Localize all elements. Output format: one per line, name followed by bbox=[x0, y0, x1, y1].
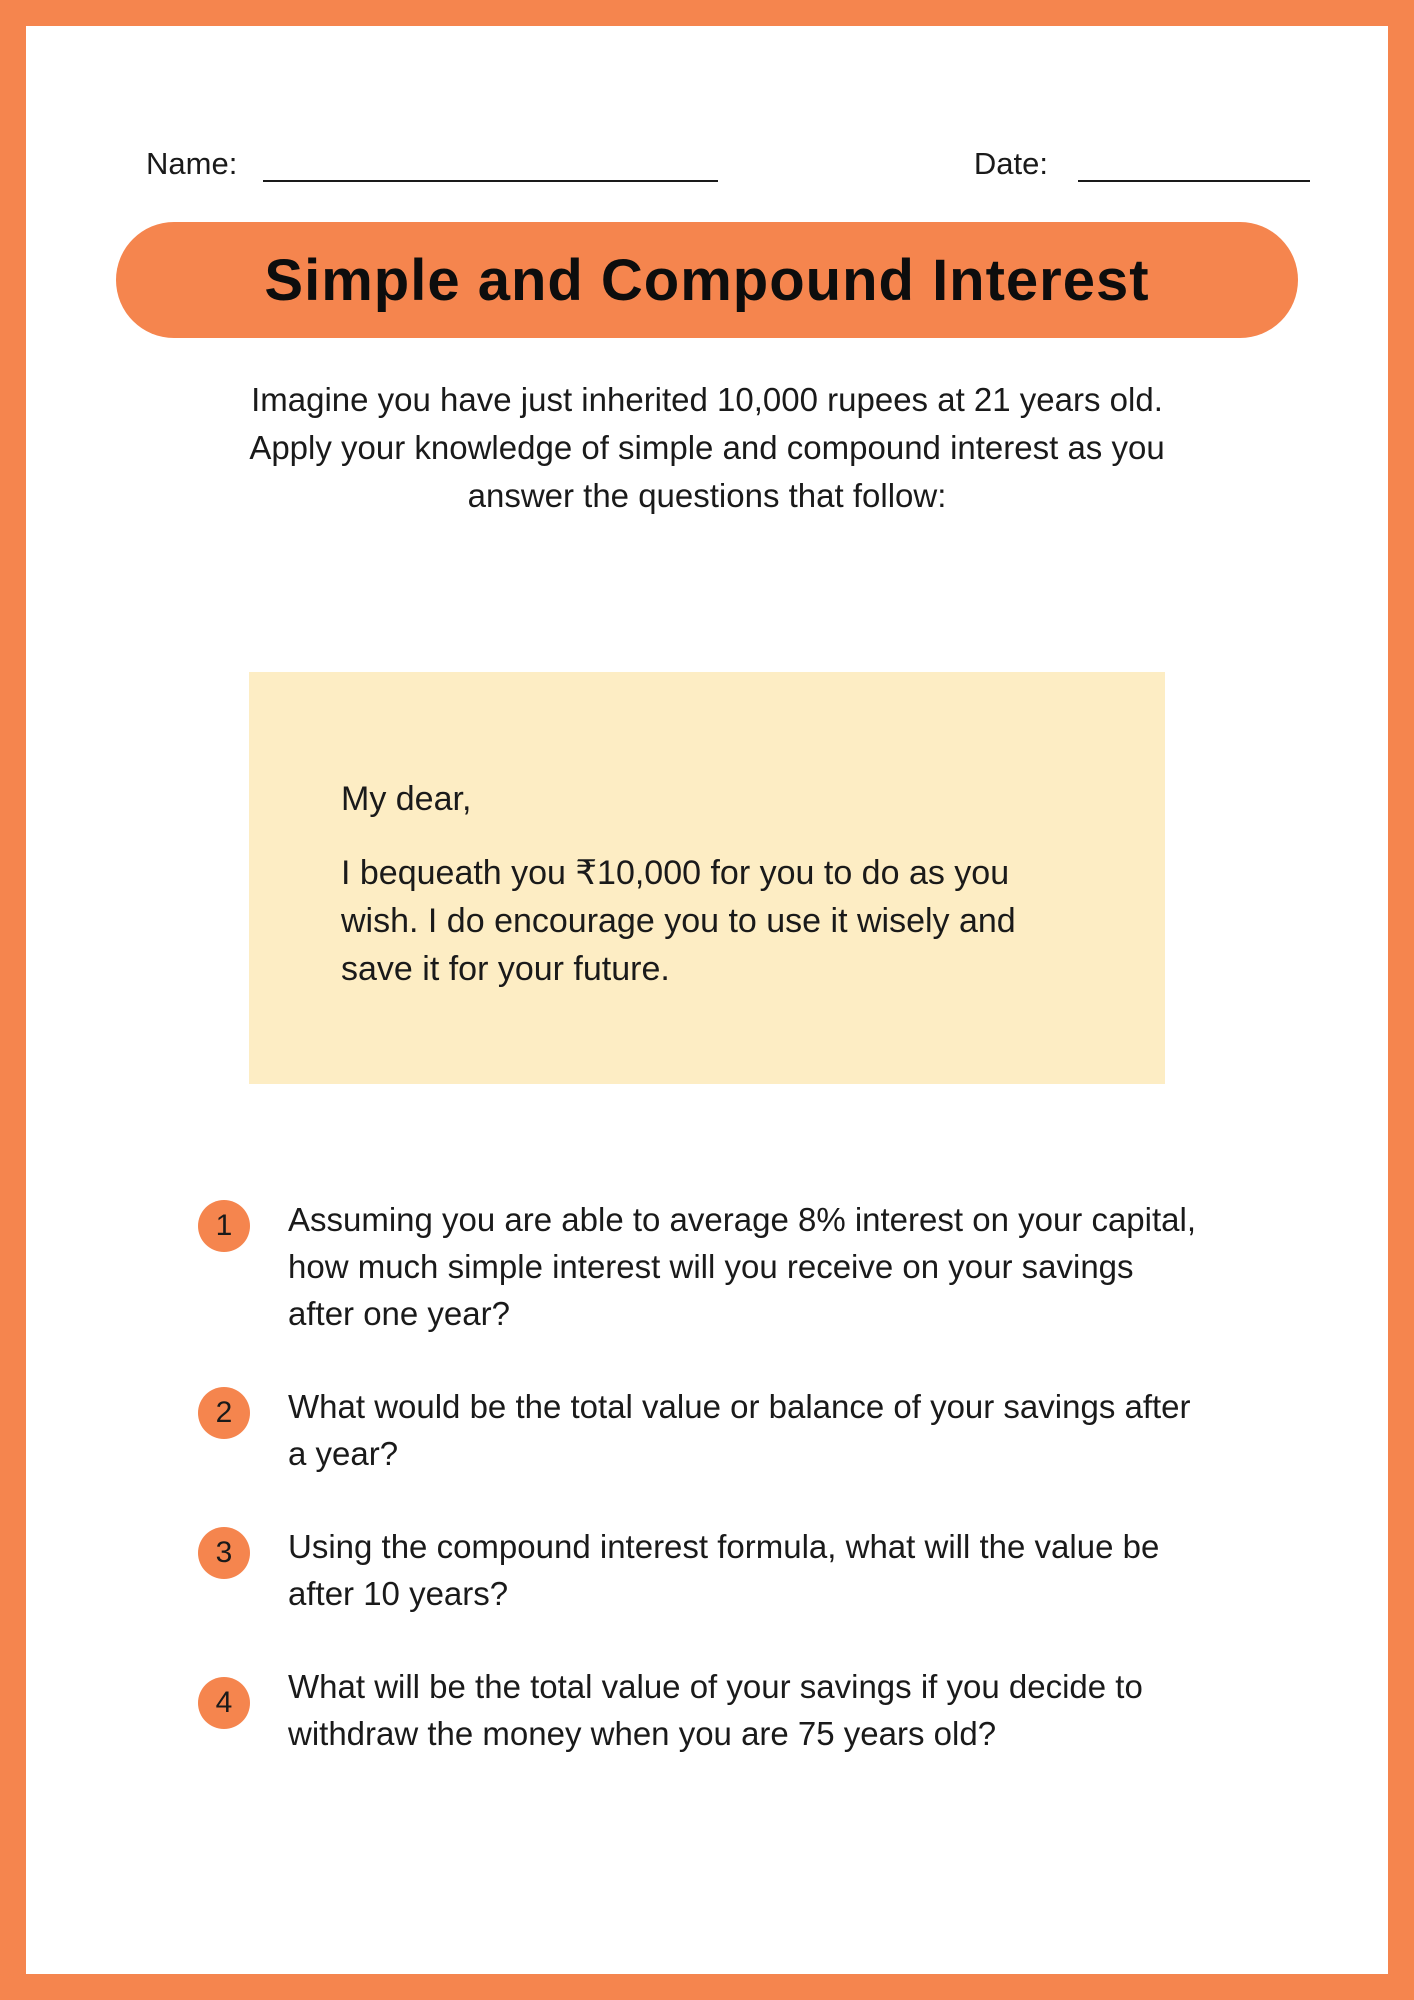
note-body: I bequeath you ₹10,000 for you to do as you wish. I do encourage you to use it wisely and save it for your future. bbox=[341, 854, 1016, 988]
name-label: Name: bbox=[146, 146, 238, 181]
question-text: Assuming you are able to average 8% interest on your capital, how much simple interest will you receive on your savings after one year? bbox=[288, 1201, 1197, 1332]
header-row bbox=[26, 26, 1388, 182]
question-item bbox=[198, 1663, 1298, 1757]
page-title: Simple and Compound Interest bbox=[264, 247, 1150, 313]
intro-line: answer the questions that follow: bbox=[467, 477, 947, 514]
intro-line: Apply your knowledge of simple and compound interest as you bbox=[249, 429, 1165, 466]
intro-line: Imagine you have just inherited 10,000 rupees at 21 years old. bbox=[251, 381, 1163, 418]
name-blank-line bbox=[263, 148, 718, 182]
question-number-badge: 2 bbox=[198, 1387, 250, 1439]
question-text: Using the compound interest formula, what will the value be after 10 years? bbox=[288, 1528, 1160, 1612]
question-number-badge: 4 bbox=[198, 1677, 250, 1729]
title-banner bbox=[116, 222, 1298, 338]
question-list bbox=[26, 1196, 1388, 1757]
question-item bbox=[198, 1523, 1298, 1617]
question-number-badge: 3 bbox=[198, 1527, 250, 1579]
question-item bbox=[198, 1196, 1298, 1337]
question-text: What will be the total value of your savings if you decide to withdraw the money when you are 75 years old? bbox=[288, 1668, 1143, 1752]
question-item bbox=[198, 1383, 1298, 1477]
inheritance-note-box bbox=[249, 672, 1165, 1084]
intro-paragraph bbox=[26, 376, 1388, 520]
date-blank-line bbox=[1078, 148, 1310, 182]
question-text: What would be the total value or balance of your savings after a year? bbox=[288, 1388, 1191, 1472]
note-salutation: My dear, bbox=[341, 780, 472, 818]
question-number-badge: 1 bbox=[198, 1200, 250, 1252]
date-label: Date: bbox=[973, 146, 1048, 181]
